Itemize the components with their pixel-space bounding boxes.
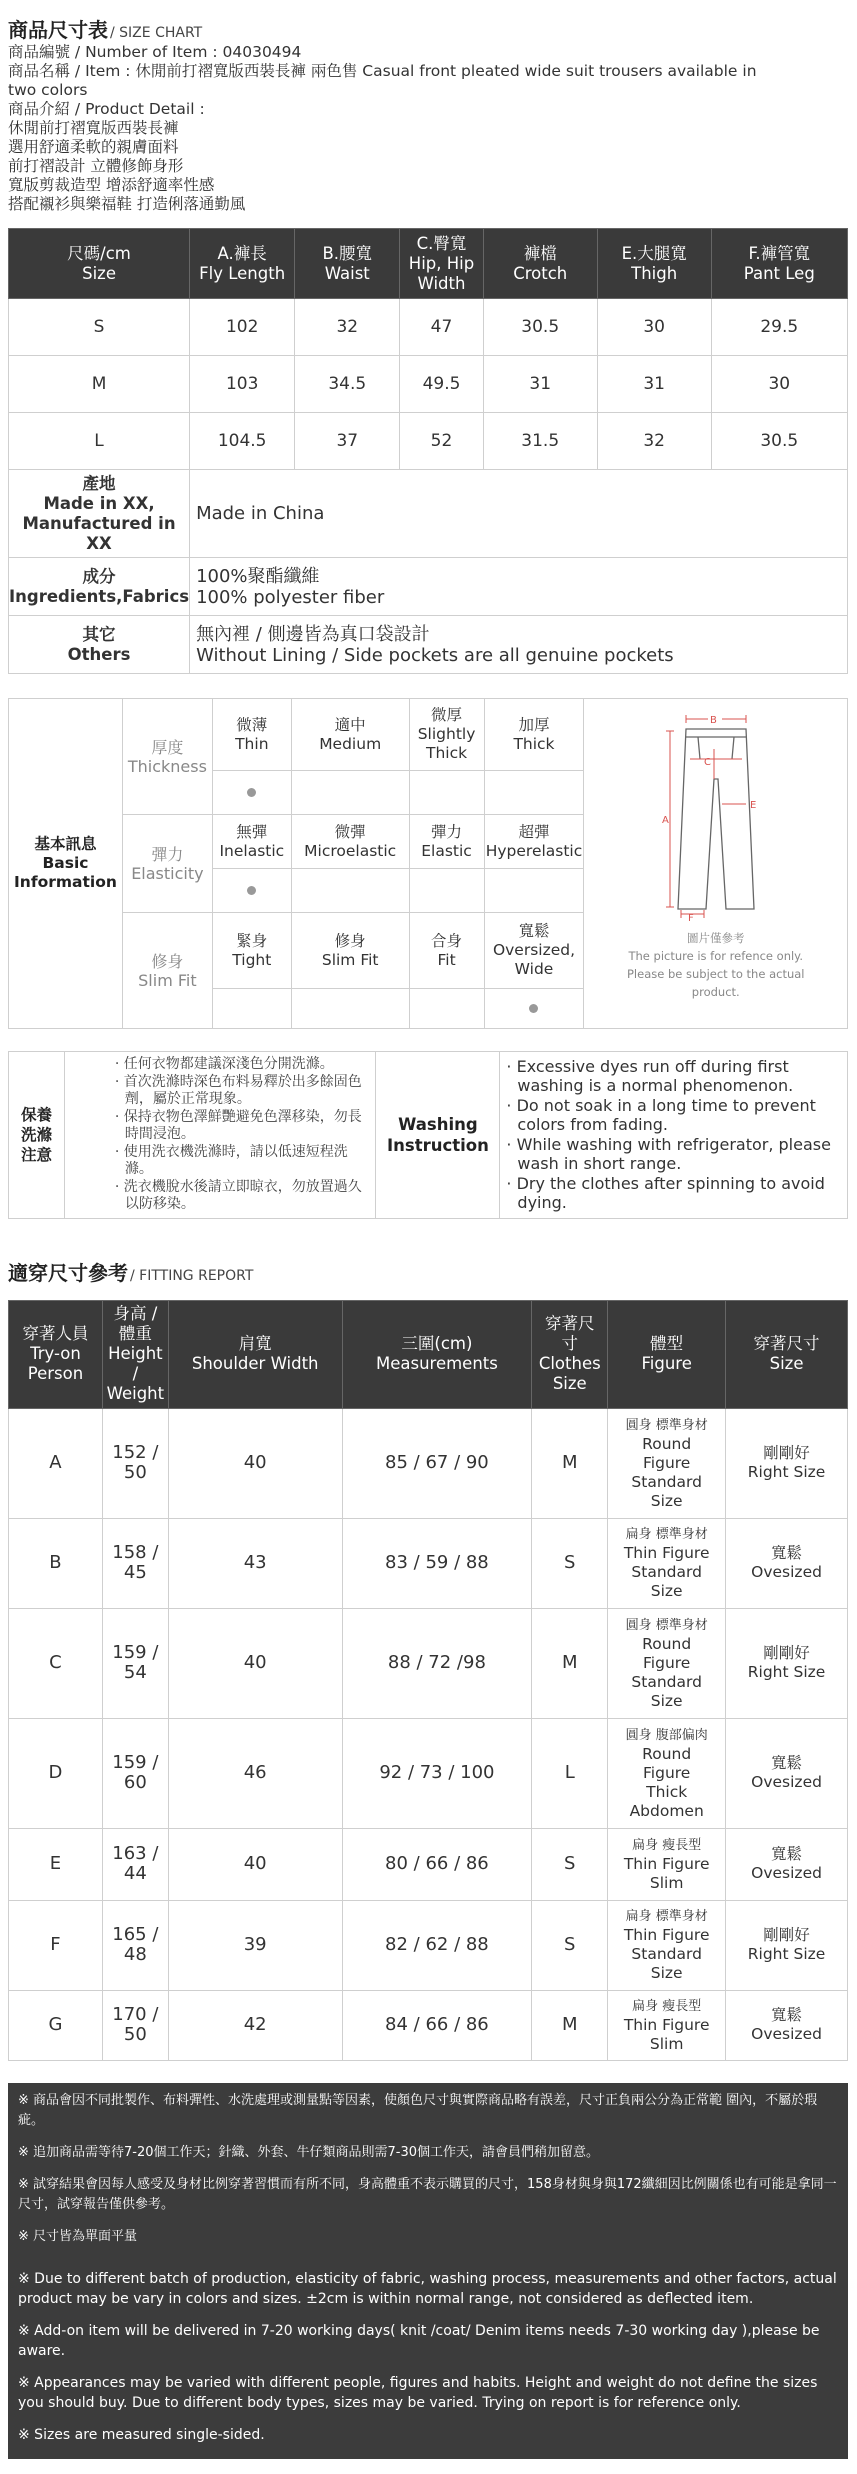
value-cell: 32	[597, 413, 711, 470]
shoulder-cell: 46	[168, 1718, 342, 1828]
table-row	[9, 413, 848, 470]
header-height-weight: 身高 / 體重 Height / Weight	[102, 1300, 168, 1408]
fit-selected-oversized	[484, 989, 584, 1029]
person-cell: D	[9, 1718, 103, 1828]
note-zh: ※ 追加商品需等待7-20個工作天；針織、外套、牛仔類商品則需7-30個工作天，請會員們稍加留意。	[18, 2144, 600, 2160]
note-zh: ※ 試穿結果會因每人感受及身材比例穿著習慣而有所不同，身高體重不表示購買的尺寸，158身材與身與172纖細因比例關係也有可能是拿同一尺寸，試穿報告僅供參考。	[18, 2176, 837, 2212]
value-cell: 30	[597, 299, 711, 356]
size-table-header	[9, 229, 848, 299]
table-row	[9, 1518, 848, 1608]
size-chart-title: 商品尺寸表	[8, 18, 108, 42]
person-cell: A	[9, 1408, 103, 1518]
wash-item-zh: · 保持衣物色澤鮮艷避免色澤移染，勿長時間浸泡。	[114, 1108, 362, 1142]
fitting-table-header	[9, 1300, 848, 1408]
fit-cell: 寬鬆 Ovesized	[726, 1518, 848, 1608]
measurements-cell: 82 / 62 / 88	[342, 1900, 532, 1990]
table-row	[9, 356, 848, 413]
size-cell: M	[532, 1408, 608, 1518]
diagram-label-f: F	[687, 913, 694, 924]
thickness-option-thin: 微薄 Thin	[212, 699, 291, 771]
fit-cell: 剛剛好 Right Size	[726, 1608, 848, 1718]
hw-cell: 170 / 50	[102, 1990, 168, 2060]
header-figure: 體型 Figure	[608, 1300, 726, 1408]
wash-item-en: · While washing with refrigerator, please wash in short range.	[506, 1134, 831, 1174]
thickness-option-slightly-thick: 微厚 Slightly Thick	[409, 699, 484, 771]
measurements-cell: 92 / 73 / 100	[342, 1718, 532, 1828]
size-cell: S	[532, 1900, 608, 1990]
size-cell: L	[9, 413, 190, 470]
note-zh: ※ 商品會因不同批製作、布料彈性、水洗處理或測量點等因素，使顏色尺寸與實際商品略有誤差，尺寸正負兩公分為正常範 圍內，不屬於瑕疵。	[18, 2092, 818, 2128]
table-row	[9, 1718, 848, 1828]
header-size: 尺碼/cm Size	[9, 229, 190, 299]
header-hip: C.臀寬 Hip, Hip Width	[400, 229, 483, 299]
product-detail-line: 前打褶設計 立體修飾身形	[8, 157, 184, 175]
header-fit-size: 穿著尺寸 Size	[726, 1300, 848, 1408]
value-cell: 37	[295, 413, 400, 470]
pants-diagram	[626, 709, 806, 924]
others-value: 無內裡 / 側邊皆為真口袋設計 Without Lining / Side pockets are all genuine pockets	[190, 616, 848, 674]
measurements-cell: 85 / 67 / 90	[342, 1408, 532, 1518]
header-measurements: 三圍(cm) Measurements	[342, 1300, 532, 1408]
fit-cell: 剛剛好 Right Size	[726, 1900, 848, 1990]
elasticity-option-elastic: 彈力 Elastic	[409, 815, 484, 869]
note-en: ※ Due to different batch of production, elasticity of fabric, washing process, measurements and other factors, actual product may be vary in colors and sizes. ±2cm is within normal range, not considered as deflected item.	[18, 2270, 837, 2307]
product-detail-line: 寬版剪裁造型 增添舒適率性感	[8, 176, 215, 194]
table-row	[9, 1990, 848, 2060]
wash-item-en: · Dry the clothes after spinning to avoid dying.	[506, 1173, 825, 1213]
elasticity-option-hyperelastic: 超彈 Hyperelastic	[484, 815, 584, 869]
header-fly-length: A.褲長 Fly Length	[190, 229, 295, 299]
fitting-title-zh: 適穿尺寸參考	[8, 1260, 128, 1285]
header-waist: B.腰寬 Waist	[295, 229, 400, 299]
hw-cell: 152 / 50	[102, 1408, 168, 1518]
hw-cell: 158 / 45	[102, 1518, 168, 1608]
size-chart-title-en: / SIZE CHART	[110, 25, 203, 41]
note-zh: ※ 尺寸皆為單面平量	[18, 2228, 138, 2244]
washing-table	[8, 1051, 848, 1219]
notes-panel	[8, 2083, 848, 2459]
diagram-label-c: C	[703, 757, 711, 768]
product-header	[8, 0, 849, 214]
elasticity-label: 彈力 Elasticity	[122, 815, 212, 913]
note-en: ※ Add-on item will be delivered in 7-20 working days( knit /coat/ Denim items needs 7-30 working day ),please be aware.	[18, 2322, 820, 2359]
wash-item-en: · Excessive dyes run off during first washing is a normal phenomenon.	[506, 1056, 794, 1096]
elasticity-option-microelastic: 微彈 Microelastic	[291, 815, 409, 869]
value-cell: 104.5	[190, 413, 295, 470]
thickness-option-thick: 加厚 Thick	[484, 699, 584, 771]
person-cell: E	[9, 1828, 103, 1900]
shoulder-cell: 43	[168, 1518, 342, 1608]
product-detail-line: 搭配襯衫與樂福鞋 打造俐落通勤風	[8, 195, 246, 213]
value-cell: 49.5	[400, 356, 483, 413]
table-row	[9, 1608, 848, 1718]
value-cell: 103	[190, 356, 295, 413]
basic-info-table	[8, 698, 848, 1029]
origin-row	[9, 470, 848, 558]
table-row	[9, 299, 848, 356]
product-detail-line: 選用舒適柔軟的親膚面料	[8, 138, 179, 156]
header-person: 穿著人員 Try-on Person	[9, 1300, 103, 1408]
figure-cell: 圓身 標準身材 Round Figure Standard Size	[608, 1608, 726, 1718]
wash-item-zh: · 首次洗滌時深色布料易釋於出多餘固色劑，屬於正常現象。	[114, 1073, 362, 1107]
shoulder-cell: 40	[168, 1608, 342, 1718]
value-cell: 30	[711, 356, 847, 413]
diagram-label-e: E	[749, 800, 757, 811]
wash-item-zh: · 使用洗衣機洗滌時，請以低速短程洗滌。	[114, 1143, 348, 1177]
size-cell: S	[9, 299, 190, 356]
item-number: 商品編號 / Number of Item : 04030494	[8, 43, 302, 61]
wash-item-en: · Do not soak in a long time to prevent colors from fading.	[506, 1095, 816, 1135]
fit-cell: 寬鬆 Ovesized	[726, 1718, 848, 1828]
wash-label-en: Washing Instruction	[376, 1052, 500, 1219]
selected-dot-icon	[247, 886, 256, 895]
product-detail-heading: 商品介紹 / Product Detail :	[8, 100, 205, 118]
value-cell: 52	[400, 413, 483, 470]
value-cell: 31	[597, 356, 711, 413]
figure-cell: 扁身 標準身材 Thin Figure Standard Size	[608, 1900, 726, 1990]
wash-list-zh	[64, 1052, 376, 1219]
size-table	[8, 228, 848, 674]
figure-cell: 扁身 瘦長型 Thin Figure Slim	[608, 1990, 726, 2060]
fitting-title-en: / FITTING REPORT	[130, 1267, 254, 1284]
measurements-cell: 88 / 72 /98	[342, 1608, 532, 1718]
pants-diagram-cell	[584, 699, 848, 1029]
hw-cell: 159 / 54	[102, 1608, 168, 1718]
person-cell: F	[9, 1900, 103, 1990]
size-cell: S	[532, 1828, 608, 1900]
size-cell: S	[532, 1518, 608, 1608]
hw-cell: 163 / 44	[102, 1828, 168, 1900]
elasticity-option-inelastic: 無彈 Inelastic	[212, 815, 291, 869]
fit-label: 修身 Slim Fit	[122, 913, 212, 1029]
value-cell: 102	[190, 299, 295, 356]
table-row	[9, 1828, 848, 1900]
figure-cell: 扁身 瘦長型 Thin Figure Slim	[608, 1828, 726, 1900]
header-clothes-size: 穿著尺 寸 Clothes Size	[532, 1300, 608, 1408]
header-pant-leg: F.褲管寬 Pant Leg	[711, 229, 847, 299]
diagram-label-a: A	[661, 815, 669, 826]
selected-dot-icon	[247, 788, 256, 797]
fitting-table	[8, 1300, 848, 2061]
selected-dot-icon	[529, 1004, 538, 1013]
shoulder-cell: 39	[168, 1900, 342, 1990]
size-cell: L	[532, 1718, 608, 1828]
hw-cell: 165 / 48	[102, 1900, 168, 1990]
value-cell: 30.5	[711, 413, 847, 470]
wash-item-zh: · 任何衣物都建議深淺色分開洗滌。	[114, 1056, 334, 1072]
fit-option-fit: 合身 Fit	[409, 913, 484, 989]
wash-list-en	[500, 1052, 848, 1219]
value-cell: 29.5	[711, 299, 847, 356]
figure-cell: 扁身 標準身材 Thin Figure Standard Size	[608, 1518, 726, 1608]
header-thigh: E.大腿寬 Thigh	[597, 229, 711, 299]
thickness-selected-thin	[212, 771, 291, 815]
table-row	[9, 1408, 848, 1518]
ingredients-label: 成分 Ingredients,Fabrics	[9, 558, 190, 616]
measurements-cell: 80 / 66 / 86	[342, 1828, 532, 1900]
thickness-option-medium: 適中 Medium	[291, 699, 409, 771]
fit-cell: 剛剛好 Right Size	[726, 1408, 848, 1518]
value-cell: 34.5	[295, 356, 400, 413]
item-name: 商品名稱 / Item : 休閒前打褶寬版西裝長褲 兩色售 Casual front pleated wide suit trousers available in	[8, 62, 757, 80]
value-cell: 31	[483, 356, 597, 413]
header-shoulder: 肩寬 Shoulder Width	[168, 1300, 342, 1408]
table-row	[9, 1900, 848, 1990]
value-cell: 31.5	[483, 413, 597, 470]
fit-option-oversized: 寬鬆 Oversized, Wide	[484, 913, 584, 989]
measurements-cell: 84 / 66 / 86	[342, 1990, 532, 2060]
size-cell: M	[9, 356, 190, 413]
value-cell: 47	[400, 299, 483, 356]
size-cell: M	[532, 1608, 608, 1718]
diagram-label-b: B	[709, 715, 717, 726]
elasticity-selected-inelastic	[212, 869, 291, 913]
size-cell: M	[532, 1990, 608, 2060]
hw-cell: 159 / 60	[102, 1718, 168, 1828]
others-label: 其它 Others	[9, 616, 190, 674]
person-cell: G	[9, 1990, 103, 2060]
figure-cell: 圓身 標準身材 Round Figure Standard Size	[608, 1408, 726, 1518]
person-cell: B	[9, 1518, 103, 1608]
item-name-cont: two colors	[8, 81, 88, 99]
ingredients-value: 100%聚酯纖維 100% polyester fiber	[190, 558, 848, 616]
shoulder-cell: 40	[168, 1408, 342, 1518]
measurements-cell: 83 / 59 / 88	[342, 1518, 532, 1608]
ingredients-row	[9, 558, 848, 616]
origin-value: Made in China	[190, 470, 848, 558]
basic-info-label: 基本訊息 Basic Information	[9, 699, 123, 1029]
origin-label: 產地 Made in XX, Manufactured in XX	[9, 470, 190, 558]
figure-cell: 圓身 腹部偏肉 Round Figure Thick Abdomen	[608, 1718, 726, 1828]
fit-option-tight: 緊身 Tight	[212, 913, 291, 989]
value-cell: 32	[295, 299, 400, 356]
fit-cell: 寬鬆 Ovesized	[726, 1828, 848, 1900]
person-cell: C	[9, 1608, 103, 1718]
product-detail-line: 休閒前打褶寬版西裝長褲	[8, 119, 179, 137]
fit-cell: 寬鬆 Ovesized	[726, 1990, 848, 2060]
fitting-title	[8, 1257, 849, 1286]
others-row	[9, 616, 848, 674]
note-en: ※ Appearances may be varied with different people, figures and habits. Height and weight do not define the sizes you should buy. Due to different body types, sizes may be varied. Trying on report is for reference only.	[18, 2374, 818, 2411]
value-cell: 30.5	[483, 299, 597, 356]
wash-item-zh: · 洗衣機脫水後請立即晾衣，勿放置過久以防移染。	[114, 1178, 362, 1212]
note-en: ※ Sizes are measured single-sided.	[18, 2426, 265, 2443]
shoulder-cell: 42	[168, 1990, 342, 2060]
wash-label-zh: 保養 洗滌 注意	[9, 1052, 65, 1219]
fit-option-slim: 修身 Slim Fit	[291, 913, 409, 989]
header-crotch: 褲檔 Crotch	[483, 229, 597, 299]
shoulder-cell: 40	[168, 1828, 342, 1900]
diagram-caption: 圖片僅參考 The picture is for refence only. Please be subject to the actual product.	[627, 931, 805, 999]
thickness-label: 厚度 Thickness	[122, 699, 212, 815]
